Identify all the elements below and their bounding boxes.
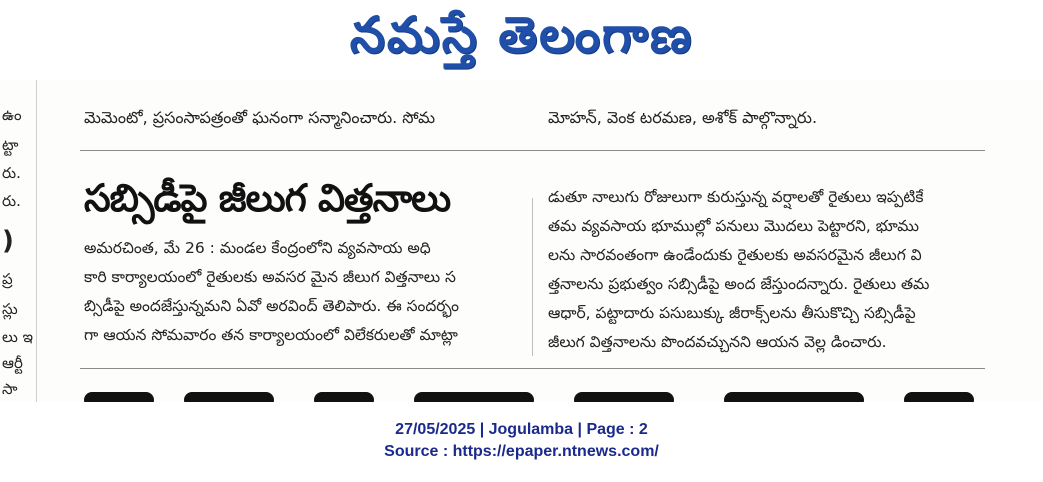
article-line: ఆధార్, పట్టాదారు పసుబుక్కు జీరాక్స్‌లను తీసుకొచ్చి సబ్సిడీపై [548,304,916,322]
article-line: తమ వ్యవసాయ భూముల్లో పనులు మొదలు పెట్టారని, భూము [548,217,920,235]
clipping-footer [0,419,1043,463]
next-headline-cropped [84,380,984,402]
article-line: లను సారవంతంగా ఉండేందుకు రైతులకు అవసరమైన జీలుగ వి [548,246,922,264]
newspaper-clipping [0,80,1043,402]
cropped-glyph [314,392,374,402]
cropped-glyph [184,392,274,402]
cropped-glyph [574,392,674,402]
source-link[interactable]: Source : https://epaper.ntnews.com/ [384,443,659,460]
fragment-text: రు. [2,192,21,210]
previous-article-line-left: మెమెంటో, ప్రసంసాపత్రంతో ఘనంగా సన్మానించారు. సోమ [84,108,436,127]
cropped-glyph [904,392,974,402]
fragment-text: ట్టా [2,136,19,154]
fragment-text: సా [2,380,18,398]
article-column-right [548,183,988,357]
article-line: అమరచింత, మే 26 : మండల కేంద్రంలోని వ్యవసాయ అధి [84,239,431,257]
article-line: డుతూ నాలుగు రోజులుగా కురుస్తున్న వర్షాలతో రైతులు ఇప్పటికే [548,188,924,206]
article-line: బ్సిడీపై అందజేస్తున్నమని ఏవో అరవింద్ తెలిపారు. ఈ సందర్భం [84,297,460,315]
article-headline: సబ్సిడీపై జీలుగ విత్తనాలు [84,176,451,220]
fragment-text: ఆర్టీ [2,354,23,372]
cropped-glyph [724,392,864,402]
cropped-glyph [414,392,534,402]
previous-article-line-right: మోహన్, వెంక టరమణ, అశోక్ పాల్గొన్నారు. [548,108,818,127]
fragment-text: స్లు [2,300,18,318]
article-line: గా ఆయన సోమవారం తన కార్యాలయంలో విలేకరులతో మాట్లా [84,326,458,344]
column-divider [532,198,533,356]
article-line: కారి కార్యాలయంలో రైతులకు అవసర మైన జీలుగ విత్తనాలు స [84,268,456,286]
fragment-text: ) [2,226,14,256]
article-divider-bottom [80,368,985,369]
article-column-left [84,234,524,350]
fragment-text: ఉం [2,106,22,124]
newspaper-logo: నమస్తే తెలంగాణ [349,6,694,64]
fragment-text: రు. [2,164,21,182]
edition-info: 27/05/2025 | Jogulamba | Page : 2 [395,421,648,438]
cropped-glyph [84,392,154,402]
article-line: జీలుగ విత్తనాలను పొందవచ్చునని ఆయన వెల్ల డించారు. [548,333,887,351]
masthead [0,0,1043,80]
fragment-text: ప్ర [2,270,13,288]
adjacent-column-fragment [0,80,37,402]
article-line: త్తనాలను ప్రభుత్వం సబ్సిడీపై అంద జేస్తుందన్నారు. రైతులు తమ [548,275,930,293]
article-divider-top [80,150,985,151]
fragment-text: లు ఇ [2,328,33,346]
